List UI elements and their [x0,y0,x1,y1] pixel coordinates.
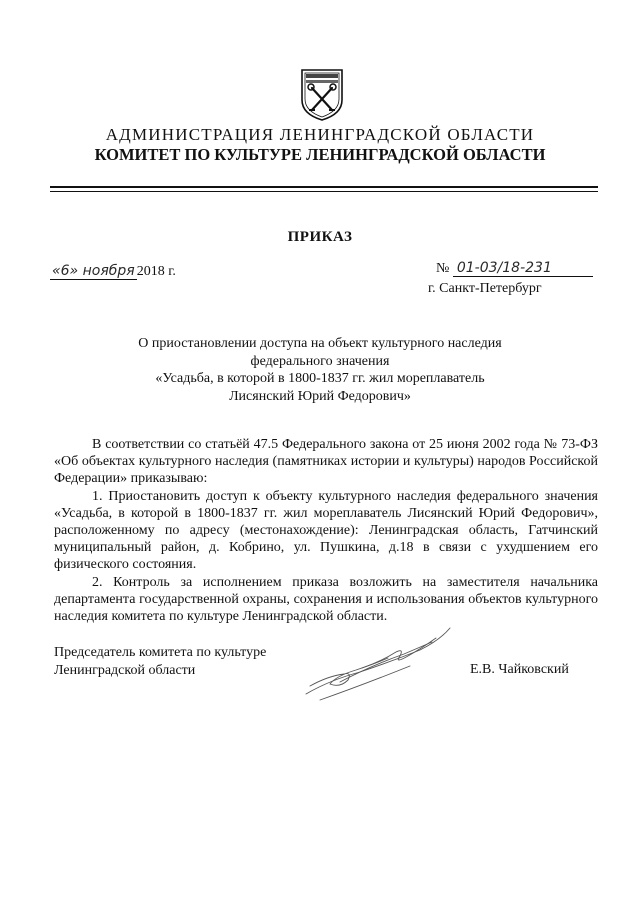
subject-line: О приостановлении доступа на объект культурного наследия [138,336,502,351]
number-prefix: № [436,261,450,276]
subject-line: федерального значения [250,353,390,369]
document-body [54,436,598,625]
document-date [50,263,176,280]
body-item-1: 1. Приостановить доступ к объекту культурного наследия федерального значения «Усадьба, в которой в 1800-1837 гг. жил мореплаватель Лисянский Юрий Федорович», расположенному по адресу (местонахождение): Ленинградская область, Гатчинский муниципальный район, д. Кобрино, ул. Пушкина, д.18 в связи с ухудшением его физического состояния. [54,488,598,573]
body-item-2: 2. Контроль за исполнением приказа возложить на заместителя начальника департамента государственной охраны, сохранения и использования объектов культурного наследия комитета по культуре Ленинградской области. [54,574,598,625]
subject-line: Лисянский Юрий Федорович» [229,388,411,404]
document-city: г. Санкт-Петербург [428,281,542,296]
signer-name: Е.В. Чайковский [470,662,569,677]
header-divider-thin [50,191,598,192]
document-subject [60,335,580,405]
number-handwritten: 01-03/18-231 [453,260,593,277]
body-intro: В соответствии со статьёй 47.5 Федерального закона от 25 июня 2002 года № 73-ФЗ «Об объектах культурного наследия (памятниках истории и культуры) народов Российской Федерации» приказываю: [54,437,598,487]
date-handwritten: «6» ноября [52,263,135,279]
signer-position-line: Ленинградской области [54,662,196,678]
header-divider-thick [50,186,598,188]
coat-of-arms-icon [300,66,344,122]
date-year: 2018 г. [136,264,176,279]
signer-position [54,644,266,679]
committee-name: КОМИТЕТ ПО КУЛЬТУРЕ ЛЕНИНГРАДСКОЙ ОБЛАСТИ [94,145,546,164]
signer-position-line: Председатель комитета по культуре [54,645,267,660]
document-number [436,260,593,277]
organization-name: АДМИНИСТРАЦИЯ ЛЕНИНГРАДСКОЙ ОБЛАСТИ [105,125,535,144]
handwritten-signature-icon [300,622,460,708]
subject-line: «Усадьба, в которой в 1800-1837 гг. жил мореплаватель [155,371,485,386]
document-title: ПРИКАЗ [287,229,353,245]
